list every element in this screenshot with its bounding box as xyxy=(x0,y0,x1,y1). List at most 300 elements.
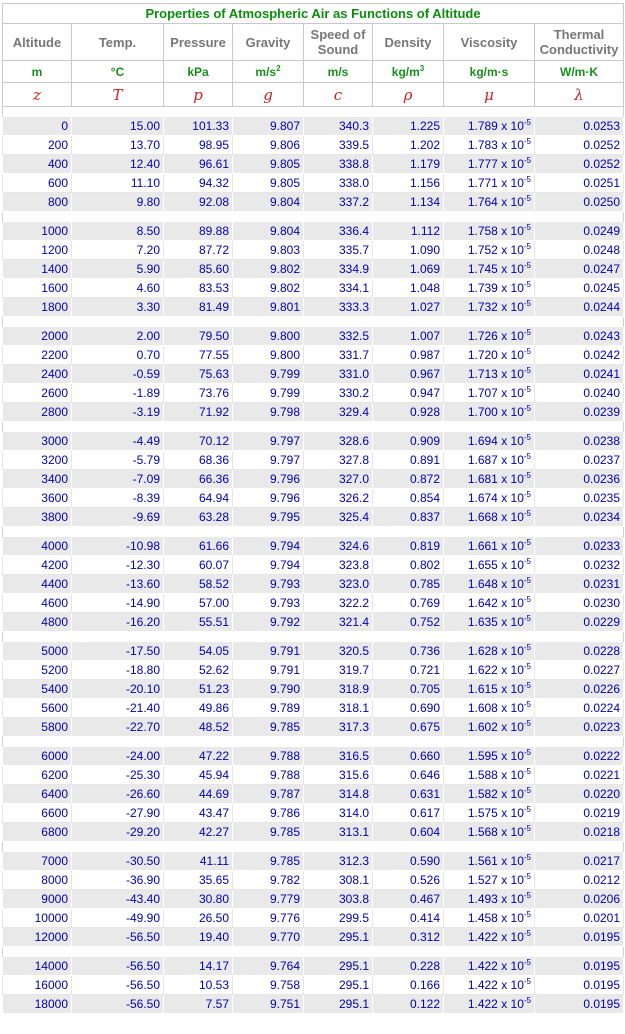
viscosity-exponent: -5 xyxy=(523,118,531,127)
cell-altitude: 2600 xyxy=(3,384,72,403)
cell-density: 0.526 xyxy=(373,871,444,890)
cell-gravity: 9.801 xyxy=(233,298,304,317)
column-header-row xyxy=(3,24,624,61)
cell-viscosity: 1.752 x $10^{-5}$ xyxy=(444,241,535,260)
cell-temperature: -10.98 xyxy=(72,537,164,556)
table-row xyxy=(3,680,624,699)
cell-altitude: 6200 xyxy=(3,766,72,785)
cell-speed-of-sound: 327.8 xyxy=(304,451,373,470)
cell-thermal-conductivity: 0.0230 xyxy=(535,594,624,613)
header-line: Thermal xyxy=(553,27,605,42)
table-row xyxy=(3,193,624,212)
cell-pressure: 19.40 xyxy=(164,928,233,947)
cell-pressure: 14.17 xyxy=(164,957,233,976)
cell-temperature: 3.30 xyxy=(72,298,164,317)
cell-thermal-conductivity: 0.0206 xyxy=(535,890,624,909)
cell-speed-of-sound: 318.1 xyxy=(304,699,373,718)
viscosity-exponent: -5 xyxy=(523,996,531,1005)
cell-viscosity: 1.648 x $10^{-5}$ xyxy=(444,575,535,594)
cell-pressure: 77.55 xyxy=(164,346,233,365)
cell-speed-of-sound: 334.9 xyxy=(304,260,373,279)
cell-thermal-conductivity: 0.0218 xyxy=(535,823,624,842)
table-row xyxy=(3,575,624,594)
cell-viscosity: 1.422 x $10^{-5}$ xyxy=(444,928,535,947)
cell-speed-of-sound: 331.7 xyxy=(304,346,373,365)
group-spacer xyxy=(3,422,624,432)
table-row xyxy=(3,346,624,365)
symbols-row xyxy=(3,83,624,107)
cell-speed-of-sound: 326.2 xyxy=(304,489,373,508)
cell-temperature: -22.70 xyxy=(72,718,164,737)
cell-viscosity: 1.642 x $10^{-5}$ xyxy=(444,594,535,613)
cell-thermal-conductivity: 0.0226 xyxy=(535,680,624,699)
cell-altitude: 4200 xyxy=(3,556,72,575)
cell-density: 0.769 xyxy=(373,594,444,613)
table-row xyxy=(3,823,624,842)
symbol-altitude: z xyxy=(3,83,72,107)
table-row xyxy=(3,537,624,556)
cell-temperature: 4.60 xyxy=(72,279,164,298)
header-line: Conductivity xyxy=(539,42,619,57)
cell-density: 1.112 xyxy=(373,222,444,241)
table-row xyxy=(3,766,624,785)
cell-thermal-conductivity: 0.0234 xyxy=(535,508,624,527)
cell-pressure: 66.36 xyxy=(164,470,233,489)
cell-altitude: 16000 xyxy=(3,976,72,995)
cell-thermal-conductivity: 0.0212 xyxy=(535,871,624,890)
cell-thermal-conductivity: 0.0195 xyxy=(535,995,624,1014)
group-spacer-cell xyxy=(3,107,624,117)
cell-gravity: 9.785 xyxy=(233,823,304,842)
cell-gravity: 9.798 xyxy=(233,403,304,422)
header-line: Gravity xyxy=(245,34,291,50)
unit-exponent: 3 xyxy=(419,63,425,73)
cell-temperature: -14.90 xyxy=(72,594,164,613)
unit-gravity: $m/s^2$ xyxy=(233,61,304,83)
cell-pressure: 83.53 xyxy=(164,279,233,298)
cell-altitude: 4400 xyxy=(3,575,72,594)
cell-thermal-conductivity: 0.0238 xyxy=(535,432,624,451)
group-spacer xyxy=(3,737,624,747)
cell-density: 0.690 xyxy=(373,699,444,718)
cell-viscosity: 1.588 x $10^{-5}$ xyxy=(444,766,535,785)
cell-gravity: 9.799 xyxy=(233,365,304,384)
viscosity-exponent: -5 xyxy=(523,347,531,356)
cell-pressure: 87.72 xyxy=(164,241,233,260)
cell-density: 0.947 xyxy=(373,384,444,403)
cell-speed-of-sound: 316.5 xyxy=(304,747,373,766)
cell-pressure: 68.36 xyxy=(164,451,233,470)
viscosity-exponent: -5 xyxy=(523,872,531,881)
cell-altitude: 2000 xyxy=(3,327,72,346)
cell-pressure: 35.65 xyxy=(164,871,233,890)
cell-altitude: 1600 xyxy=(3,279,72,298)
cell-temperature: -30.50 xyxy=(72,852,164,871)
cell-density: 0.675 xyxy=(373,718,444,737)
cell-altitude: 3600 xyxy=(3,489,72,508)
column-header-temperature xyxy=(72,24,164,61)
cell-speed-of-sound: 314.0 xyxy=(304,804,373,823)
unit-viscosity: kg/m·s xyxy=(444,61,535,83)
cell-density: 0.646 xyxy=(373,766,444,785)
symbol-density: ρ xyxy=(373,83,444,107)
cell-density: 0.854 xyxy=(373,489,444,508)
column-header-speed-of-sound xyxy=(304,24,373,61)
cell-speed-of-sound: 323.0 xyxy=(304,575,373,594)
cell-speed-of-sound: 295.1 xyxy=(304,995,373,1014)
header-line: Density xyxy=(384,34,432,50)
cell-thermal-conductivity: 0.0239 xyxy=(535,403,624,422)
cell-thermal-conductivity: 0.0229 xyxy=(535,613,624,632)
viscosity-exponent: -5 xyxy=(523,748,531,757)
table-row xyxy=(3,489,624,508)
cell-temperature: -8.39 xyxy=(72,489,164,508)
cell-pressure: 73.76 xyxy=(164,384,233,403)
cell-altitude: 6000 xyxy=(3,747,72,766)
group-spacer-cell xyxy=(3,947,624,957)
cell-altitude: 2400 xyxy=(3,365,72,384)
cell-temperature: 12.40 xyxy=(72,155,164,174)
cell-gravity: 9.790 xyxy=(233,680,304,699)
cell-thermal-conductivity: 0.0252 xyxy=(535,136,624,155)
symbol-temperature: T xyxy=(72,83,164,107)
cell-density: 0.414 xyxy=(373,909,444,928)
cell-gravity: 9.802 xyxy=(233,279,304,298)
cell-viscosity: 1.422 x $10^{-5}$ xyxy=(444,976,535,995)
cell-thermal-conductivity: 0.0253 xyxy=(535,117,624,136)
viscosity-exponent: -5 xyxy=(523,681,531,690)
cell-altitude: 6800 xyxy=(3,823,72,842)
cell-gravity: 9.785 xyxy=(233,852,304,871)
cell-temperature: 5.90 xyxy=(72,260,164,279)
cell-density: 0.705 xyxy=(373,680,444,699)
cell-thermal-conductivity: 0.0201 xyxy=(535,909,624,928)
group-spacer xyxy=(3,947,624,957)
cell-pressure: 30.80 xyxy=(164,890,233,909)
viscosity-exponent: -5 xyxy=(523,595,531,604)
viscosity-exponent: -5 xyxy=(523,385,531,394)
cell-thermal-conductivity: 0.0195 xyxy=(535,976,624,995)
cell-density: 1.179 xyxy=(373,155,444,174)
cell-gravity: 9.776 xyxy=(233,909,304,928)
table-row xyxy=(3,365,624,384)
cell-thermal-conductivity: 0.0221 xyxy=(535,766,624,785)
table-row xyxy=(3,403,624,422)
cell-viscosity: 1.422 x $10^{-5}$ xyxy=(444,995,535,1014)
cell-thermal-conductivity: 0.0251 xyxy=(535,174,624,193)
header-line: Speed of xyxy=(310,27,366,42)
cell-temperature: 13.70 xyxy=(72,136,164,155)
header-line: Pressure xyxy=(170,34,226,50)
cell-altitude: 3800 xyxy=(3,508,72,527)
cell-temperature: -26.60 xyxy=(72,785,164,804)
cell-altitude: 3000 xyxy=(3,432,72,451)
cell-altitude: 1000 xyxy=(3,222,72,241)
group-spacer xyxy=(3,107,624,117)
cell-pressure: 63.28 xyxy=(164,508,233,527)
column-header-density xyxy=(373,24,444,61)
cell-thermal-conductivity: 0.0217 xyxy=(535,852,624,871)
cell-gravity: 9.803 xyxy=(233,241,304,260)
cell-pressure: 7.57 xyxy=(164,995,233,1014)
cell-viscosity: 1.713 x $10^{-5}$ xyxy=(444,365,535,384)
cell-altitude: 200 xyxy=(3,136,72,155)
table-title: Properties of Atmospheric Air as Functions of Altitude xyxy=(3,4,624,24)
viscosity-exponent: -5 xyxy=(523,471,531,480)
cell-pressure: 47.22 xyxy=(164,747,233,766)
cell-viscosity: 1.700 x $10^{-5}$ xyxy=(444,403,535,422)
cell-gravity: 9.800 xyxy=(233,327,304,346)
cell-altitude: 4000 xyxy=(3,537,72,556)
cell-viscosity: 1.687 x $10^{-5}$ xyxy=(444,451,535,470)
cell-pressure: 42.27 xyxy=(164,823,233,842)
cell-thermal-conductivity: 0.0240 xyxy=(535,384,624,403)
cell-speed-of-sound: 320.5 xyxy=(304,642,373,661)
cell-pressure: 101.33 xyxy=(164,117,233,136)
cell-gravity: 9.791 xyxy=(233,642,304,661)
cell-thermal-conductivity: 0.0231 xyxy=(535,575,624,594)
cell-speed-of-sound: 313.1 xyxy=(304,823,373,842)
column-header-thermal-conductivity xyxy=(535,24,624,61)
cell-viscosity: 1.789 x $10^{-5}$ xyxy=(444,117,535,136)
cell-gravity: 9.797 xyxy=(233,432,304,451)
cell-density: 1.027 xyxy=(373,298,444,317)
cell-density: 0.819 xyxy=(373,537,444,556)
viscosity-exponent: -5 xyxy=(523,824,531,833)
viscosity-exponent: -5 xyxy=(523,223,531,232)
table-row xyxy=(3,699,624,718)
cell-viscosity: 1.771 x $10^{-5}$ xyxy=(444,174,535,193)
unit-thermal-conductivity: W/m·K xyxy=(535,61,624,83)
viscosity-exponent: -5 xyxy=(523,137,531,146)
cell-speed-of-sound: 295.1 xyxy=(304,928,373,947)
cell-temperature: -56.50 xyxy=(72,995,164,1014)
table-row xyxy=(3,241,624,260)
cell-temperature: -0.59 xyxy=(72,365,164,384)
cell-speed-of-sound: 308.1 xyxy=(304,871,373,890)
viscosity-exponent: -5 xyxy=(523,538,531,547)
table-row xyxy=(3,384,624,403)
cell-thermal-conductivity: 0.0237 xyxy=(535,451,624,470)
cell-thermal-conductivity: 0.0241 xyxy=(535,365,624,384)
cell-gravity: 9.797 xyxy=(233,451,304,470)
table-row xyxy=(3,470,624,489)
cell-pressure: 89.88 xyxy=(164,222,233,241)
cell-viscosity: 1.635 x $10^{-5}$ xyxy=(444,613,535,632)
cell-pressure: 52.62 xyxy=(164,661,233,680)
cell-speed-of-sound: 328.6 xyxy=(304,432,373,451)
cell-gravity: 9.788 xyxy=(233,766,304,785)
cell-speed-of-sound: 323.8 xyxy=(304,556,373,575)
cell-thermal-conductivity: 0.0233 xyxy=(535,537,624,556)
cell-density: 0.785 xyxy=(373,575,444,594)
cell-gravity: 9.758 xyxy=(233,976,304,995)
cell-temperature: 0.70 xyxy=(72,346,164,365)
cell-viscosity: 1.628 x $10^{-5}$ xyxy=(444,642,535,661)
table-row xyxy=(3,747,624,766)
unit-altitude: m xyxy=(3,61,72,83)
viscosity-exponent: -5 xyxy=(523,156,531,165)
cell-gravity: 9.796 xyxy=(233,470,304,489)
cell-gravity: 9.805 xyxy=(233,155,304,174)
viscosity-exponent: -5 xyxy=(523,929,531,938)
cell-temperature: -17.50 xyxy=(72,642,164,661)
cell-gravity: 9.795 xyxy=(233,508,304,527)
table-row xyxy=(3,995,624,1014)
cell-viscosity: 1.493 x $10^{-5}$ xyxy=(444,890,535,909)
cell-density: 0.617 xyxy=(373,804,444,823)
table-row xyxy=(3,718,624,737)
group-spacer xyxy=(3,632,624,642)
viscosity-exponent: -5 xyxy=(523,261,531,270)
table-row xyxy=(3,508,624,527)
viscosity-exponent: -5 xyxy=(523,175,531,184)
cell-density: 0.837 xyxy=(373,508,444,527)
table-row xyxy=(3,909,624,928)
unit-exponent: 2 xyxy=(276,63,281,73)
cell-gravity: 9.799 xyxy=(233,384,304,403)
table-row xyxy=(3,852,624,871)
symbol-gravity: g xyxy=(233,83,304,107)
cell-temperature: -25.30 xyxy=(72,766,164,785)
viscosity-exponent: -5 xyxy=(523,910,531,919)
cell-density: 0.721 xyxy=(373,661,444,680)
cell-pressure: 48.52 xyxy=(164,718,233,737)
cell-pressure: 41.11 xyxy=(164,852,233,871)
cell-altitude: 4600 xyxy=(3,594,72,613)
cell-speed-of-sound: 338.0 xyxy=(304,174,373,193)
viscosity-exponent: -5 xyxy=(523,576,531,585)
cell-pressure: 85.60 xyxy=(164,260,233,279)
cell-thermal-conductivity: 0.0244 xyxy=(535,298,624,317)
cell-thermal-conductivity: 0.0235 xyxy=(535,489,624,508)
cell-density: 0.312 xyxy=(373,928,444,947)
cell-viscosity: 1.707 x $10^{-5}$ xyxy=(444,384,535,403)
symbol-thermal-conductivity: λ xyxy=(535,83,624,107)
cell-altitude: 5800 xyxy=(3,718,72,737)
cell-temperature: -56.50 xyxy=(72,976,164,995)
cell-density: 0.228 xyxy=(373,957,444,976)
cell-thermal-conductivity: 0.0245 xyxy=(535,279,624,298)
cell-pressure: 75.63 xyxy=(164,365,233,384)
viscosity-exponent: -5 xyxy=(523,958,531,967)
cell-temperature: -5.79 xyxy=(72,451,164,470)
table-row xyxy=(3,957,624,976)
table-row xyxy=(3,890,624,909)
cell-density: 0.604 xyxy=(373,823,444,842)
cell-viscosity: 1.458 x $10^{-5}$ xyxy=(444,909,535,928)
cell-pressure: 10.53 xyxy=(164,976,233,995)
cell-density: 0.467 xyxy=(373,890,444,909)
cell-gravity: 9.789 xyxy=(233,699,304,718)
table-row xyxy=(3,279,624,298)
cell-thermal-conductivity: 0.0247 xyxy=(535,260,624,279)
cell-speed-of-sound: 325.4 xyxy=(304,508,373,527)
cell-altitude: 1800 xyxy=(3,298,72,317)
cell-gravity: 9.794 xyxy=(233,537,304,556)
cell-thermal-conductivity: 0.0236 xyxy=(535,470,624,489)
cell-thermal-conductivity: 0.0249 xyxy=(535,222,624,241)
cell-density: 1.048 xyxy=(373,279,444,298)
cell-altitude: 6400 xyxy=(3,785,72,804)
cell-altitude: 9000 xyxy=(3,890,72,909)
viscosity-exponent: -5 xyxy=(523,662,531,671)
table-row xyxy=(3,804,624,823)
cell-temperature: -18.80 xyxy=(72,661,164,680)
group-spacer-cell xyxy=(3,842,624,852)
cell-pressure: 71.92 xyxy=(164,403,233,422)
viscosity-exponent: -5 xyxy=(523,509,531,518)
cell-density: 0.736 xyxy=(373,642,444,661)
cell-viscosity: 1.668 x $10^{-5}$ xyxy=(444,508,535,527)
cell-gravity: 9.779 xyxy=(233,890,304,909)
cell-temperature: -49.90 xyxy=(72,909,164,928)
group-spacer-cell xyxy=(3,422,624,432)
cell-gravity: 9.791 xyxy=(233,661,304,680)
cell-altitude: 4800 xyxy=(3,613,72,632)
units-row xyxy=(3,61,624,83)
cell-viscosity: 1.608 x $10^{-5}$ xyxy=(444,699,535,718)
header-line: Temp. xyxy=(98,34,137,50)
cell-thermal-conductivity: 0.0242 xyxy=(535,346,624,365)
table-row xyxy=(3,432,624,451)
cell-speed-of-sound: 329.4 xyxy=(304,403,373,422)
table-row xyxy=(3,928,624,947)
cell-thermal-conductivity: 0.0228 xyxy=(535,642,624,661)
group-spacer xyxy=(3,842,624,852)
viscosity-exponent: -5 xyxy=(523,767,531,776)
viscosity-exponent: -5 xyxy=(523,366,531,375)
cell-speed-of-sound: 332.5 xyxy=(304,327,373,346)
cell-temperature: -29.20 xyxy=(72,823,164,842)
cell-thermal-conductivity: 0.0195 xyxy=(535,928,624,947)
cell-density: 1.202 xyxy=(373,136,444,155)
cell-altitude: 5400 xyxy=(3,680,72,699)
cell-speed-of-sound: 334.1 xyxy=(304,279,373,298)
group-spacer-cell xyxy=(3,632,624,642)
table-row xyxy=(3,871,624,890)
cell-pressure: 49.86 xyxy=(164,699,233,718)
cell-speed-of-sound: 333.3 xyxy=(304,298,373,317)
cell-speed-of-sound: 295.1 xyxy=(304,957,373,976)
cell-gravity: 9.806 xyxy=(233,136,304,155)
cell-speed-of-sound: 299.5 xyxy=(304,909,373,928)
cell-temperature: 8.50 xyxy=(72,222,164,241)
group-spacer xyxy=(3,317,624,327)
cell-viscosity: 1.602 x $10^{-5}$ xyxy=(444,718,535,737)
cell-viscosity: 1.739 x $10^{-5}$ xyxy=(444,279,535,298)
cell-thermal-conductivity: 0.0223 xyxy=(535,718,624,737)
cell-speed-of-sound: 340.3 xyxy=(304,117,373,136)
cell-thermal-conductivity: 0.0220 xyxy=(535,785,624,804)
table-row xyxy=(3,260,624,279)
symbol-pressure: p xyxy=(164,83,233,107)
cell-pressure: 92.08 xyxy=(164,193,233,212)
cell-pressure: 43.47 xyxy=(164,804,233,823)
table-row xyxy=(3,222,624,241)
cell-viscosity: 1.783 x $10^{-5}$ xyxy=(444,136,535,155)
viscosity-exponent: -5 xyxy=(523,280,531,289)
cell-density: 0.967 xyxy=(373,365,444,384)
cell-temperature: -4.49 xyxy=(72,432,164,451)
cell-viscosity: 1.732 x $10^{-5}$ xyxy=(444,298,535,317)
cell-thermal-conductivity: 0.0227 xyxy=(535,661,624,680)
header-line: Sound xyxy=(317,42,359,57)
group-spacer xyxy=(3,212,624,222)
cell-temperature: 2.00 xyxy=(72,327,164,346)
cell-altitude: 8000 xyxy=(3,871,72,890)
cell-thermal-conductivity: 0.0248 xyxy=(535,241,624,260)
